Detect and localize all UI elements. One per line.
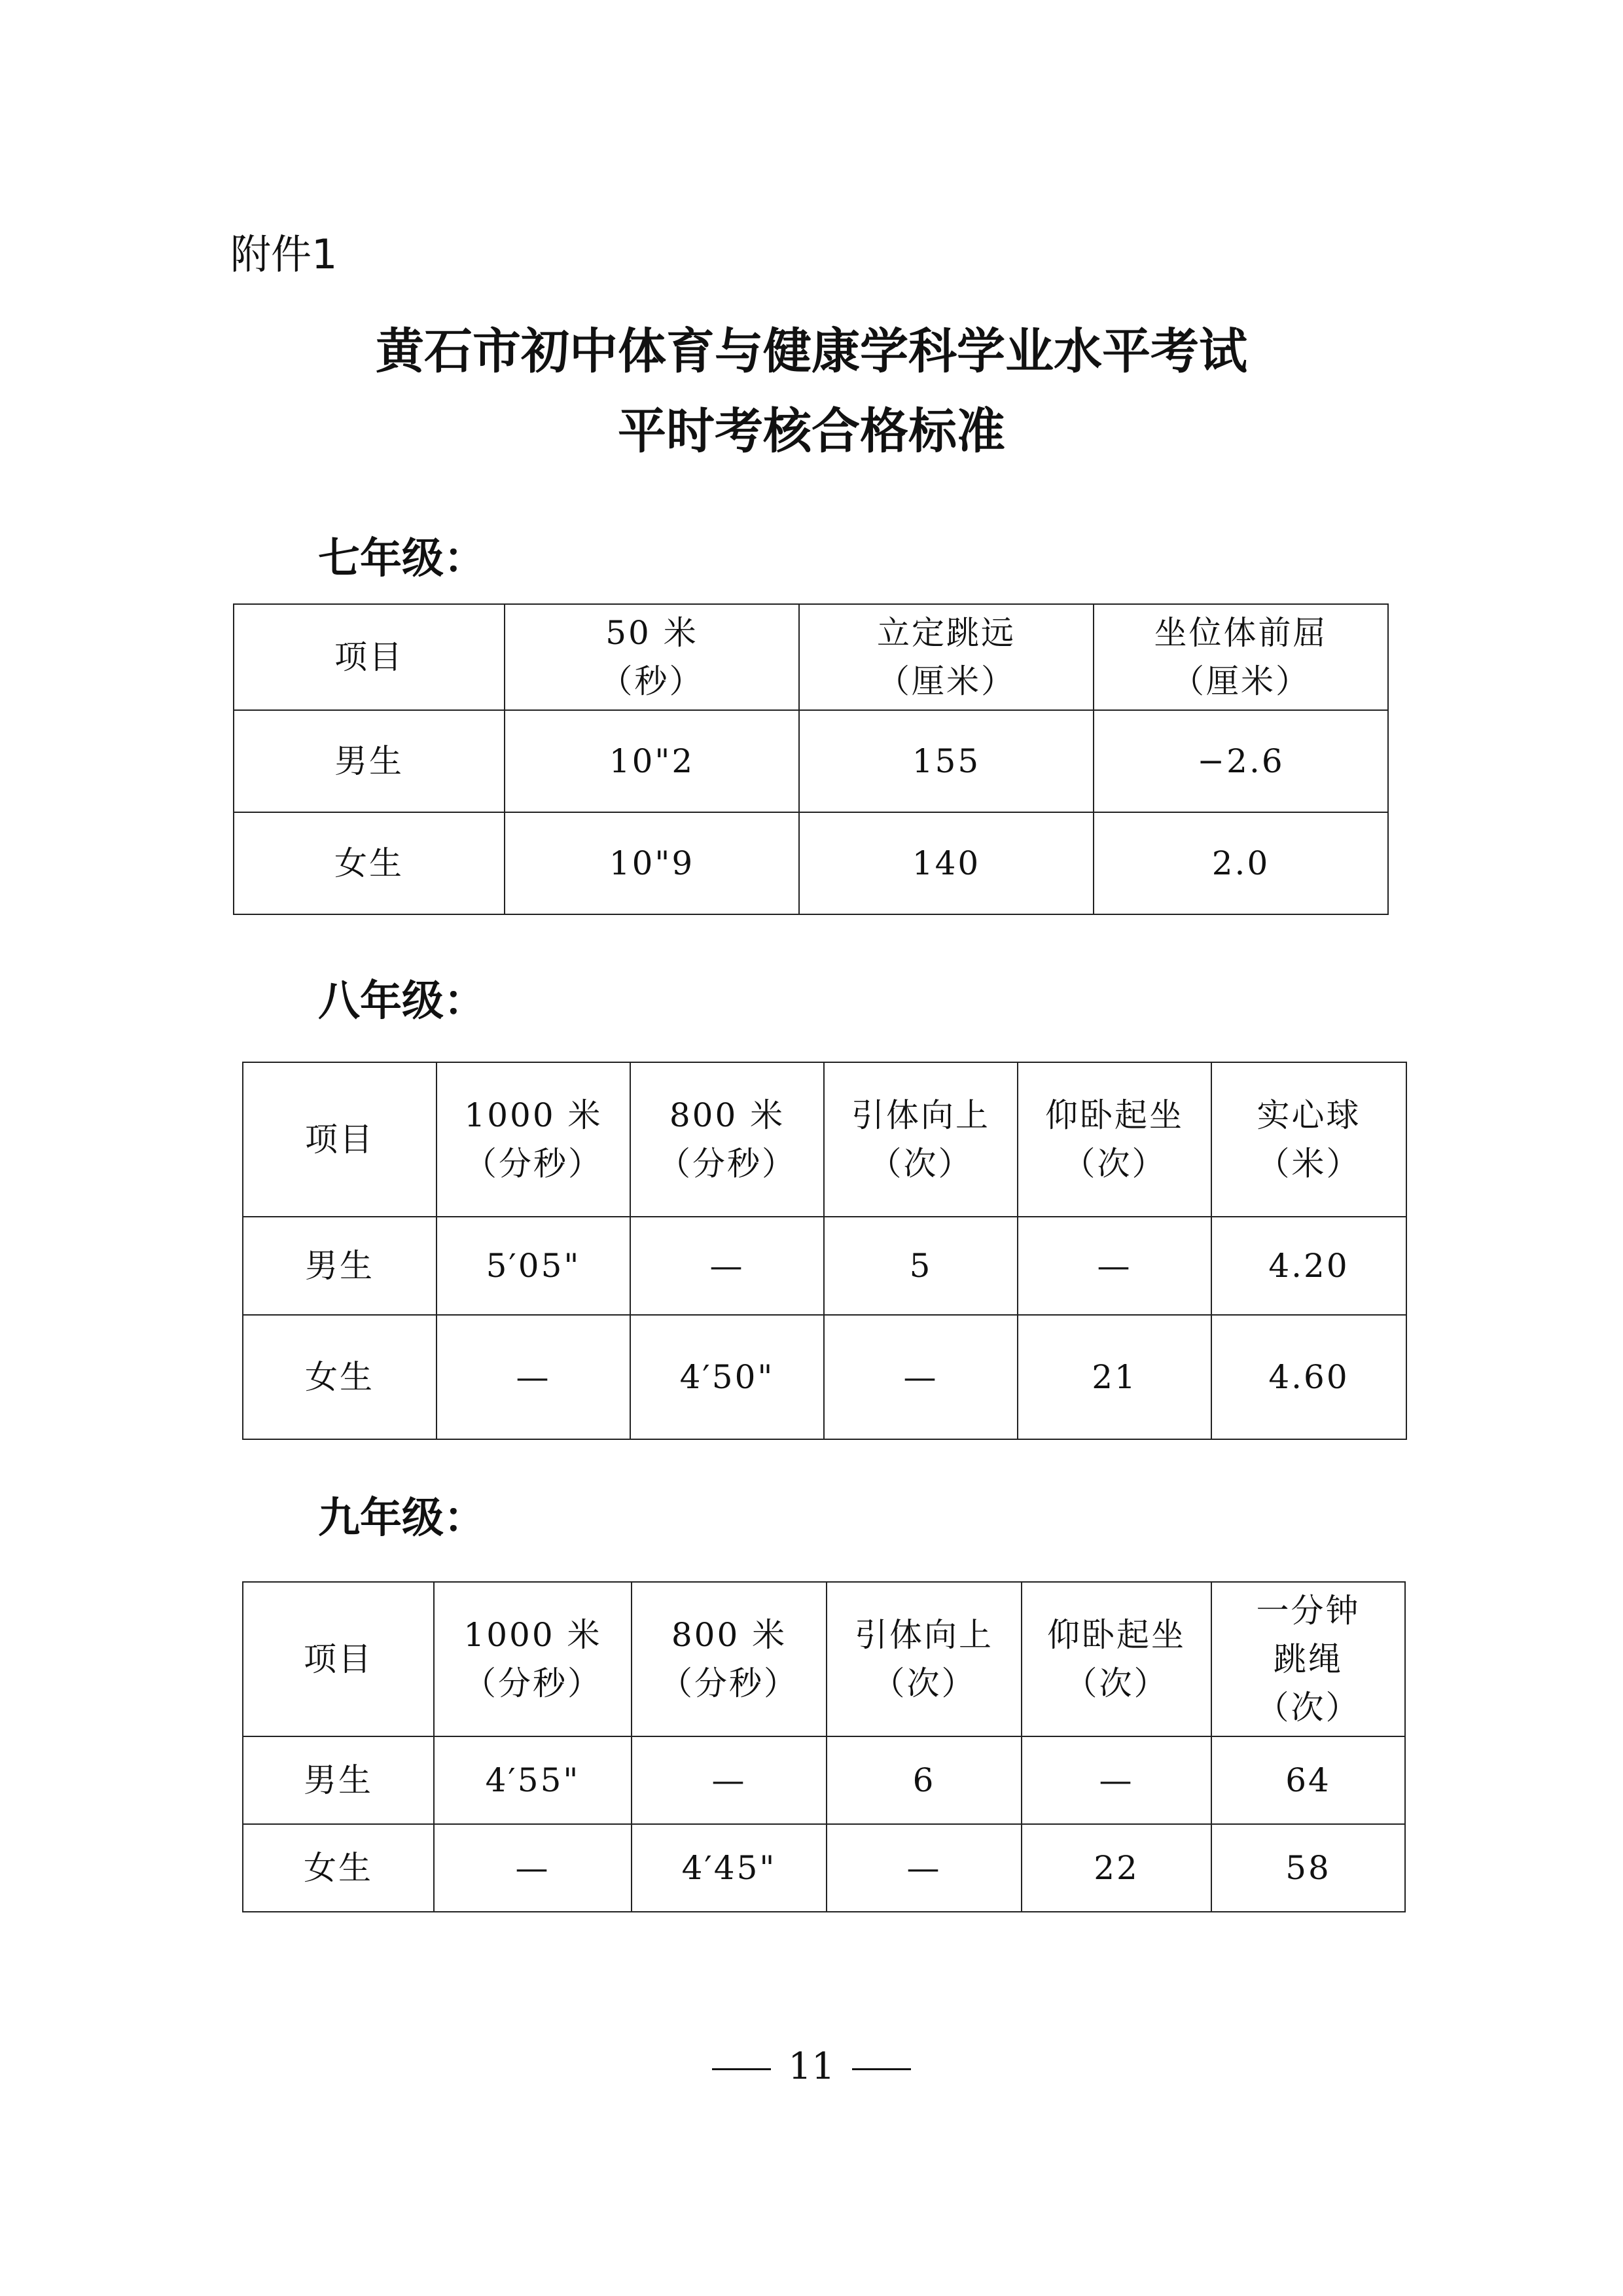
table-cell: 5 [824,1217,1018,1315]
header-line: 800 米 [669,1096,785,1134]
header-line: （次） [1062,1145,1167,1183]
table-cell: 男生 [243,1736,434,1824]
header-line: 坐位体前屈 [1154,614,1328,652]
header-line: 项目 [334,638,404,676]
table-cell: 女生 [243,1824,434,1912]
grade9-heading: 九年级： [318,1494,486,1543]
header-line: 800 米 [671,1616,787,1654]
table-row [234,812,1388,914]
table-row [234,710,1388,812]
header-cell [243,1062,437,1217]
table-cell: 4.60 [1211,1315,1406,1439]
table-row [243,1736,1405,1824]
footer-dash-right [852,2068,911,2070]
header-cell [824,1062,1018,1217]
header-cell [243,1582,434,1736]
table-cell: 女生 [243,1315,437,1439]
table-cell: 4′45" [632,1824,827,1912]
header-line: 一分钟 [1256,1592,1361,1630]
table-cell: 64 [1211,1736,1405,1824]
header-line: （厘米） [1171,662,1310,700]
header-line: （次） [868,1145,973,1183]
grade8-table [242,1062,1407,1440]
attachment-label: 附件1 [230,230,338,278]
table-cell: — [824,1315,1018,1439]
header-cell [827,1582,1022,1736]
header-line: （分秒） [658,1145,796,1183]
header-cell [437,1062,630,1217]
header-cell [1211,1062,1406,1217]
table-header-row [234,604,1388,710]
header-cell [234,604,505,710]
header-line: 项目 [304,1640,373,1678]
header-line: 项目 [305,1121,374,1158]
header-line: 跳绳 [1274,1640,1343,1678]
grade8-heading: 八年级： [318,977,486,1026]
table-cell: 5′05" [437,1217,630,1315]
header-line: 仰卧起坐 [1045,1096,1184,1134]
header-cell [1018,1062,1211,1217]
table-cell: 男生 [243,1217,437,1315]
table-cell: 10"2 [505,710,799,812]
table-header-row [243,1062,1406,1217]
header-cell [1211,1582,1405,1736]
table-cell: 58 [1211,1824,1405,1912]
page-number: 11 [788,2045,835,2088]
grade9-table [242,1581,1406,1912]
header-cell [632,1582,827,1736]
header-line: （分秒） [464,1145,603,1183]
table-cell: 女生 [234,812,505,914]
header-cell [799,604,1094,710]
header-line: （次） [1256,1689,1361,1727]
header-line: （次） [872,1664,976,1702]
table-cell: — [434,1824,632,1912]
header-line: 引体向上 [851,1096,990,1134]
table-cell: 21 [1018,1315,1211,1439]
header-cell [505,604,799,710]
table-cell: 22 [1022,1824,1211,1912]
table-header-row [243,1582,1405,1736]
header-cell [1022,1582,1211,1736]
header-line: （厘米） [877,662,1016,700]
header-line: （秒） [599,662,704,700]
table-cell: — [632,1736,827,1824]
table-cell: — [630,1217,824,1315]
table-cell: 4′50" [630,1315,824,1439]
table-cell: 2.0 [1094,812,1388,914]
table-cell: 男生 [234,710,505,812]
document-title-line1: 黄石市初中体育与健康学科学业水平考试 [376,323,1247,380]
header-line: 仰卧起坐 [1047,1616,1186,1654]
table-row [243,1217,1406,1315]
table-cell: — [437,1315,630,1439]
grade7-heading: 七年级： [318,535,486,583]
table-row [243,1315,1406,1439]
footer-dash-left [712,2068,771,2070]
header-line: 1000 米 [463,1616,602,1654]
table-cell: −2.6 [1094,710,1388,812]
page-footer [0,2045,1623,2088]
table-cell: 155 [799,710,1094,812]
table-row [243,1824,1405,1912]
header-cell [630,1062,824,1217]
header-line: （米） [1257,1145,1361,1183]
header-cell [1094,604,1388,710]
grade7-table [233,603,1389,915]
table-cell: 6 [827,1736,1022,1824]
header-line: （分秒） [463,1664,602,1702]
table-cell: 10"9 [505,812,799,914]
document-title-line2: 平时考核合格标准 [618,403,1005,459]
header-line: 引体向上 [855,1616,993,1654]
header-line: 立定跳远 [877,614,1016,652]
table-cell: — [1022,1736,1211,1824]
table-cell: 4′55" [434,1736,632,1824]
table-cell: — [827,1824,1022,1912]
table-cell: 140 [799,812,1094,914]
header-line: （次） [1064,1664,1169,1702]
header-line: 1000 米 [464,1096,603,1134]
header-line: 50 米 [605,614,698,652]
header-line: （分秒） [660,1664,798,1702]
header-line: 实心球 [1257,1096,1361,1134]
header-cell [434,1582,632,1736]
table-cell: — [1018,1217,1211,1315]
table-cell: 4.20 [1211,1217,1406,1315]
